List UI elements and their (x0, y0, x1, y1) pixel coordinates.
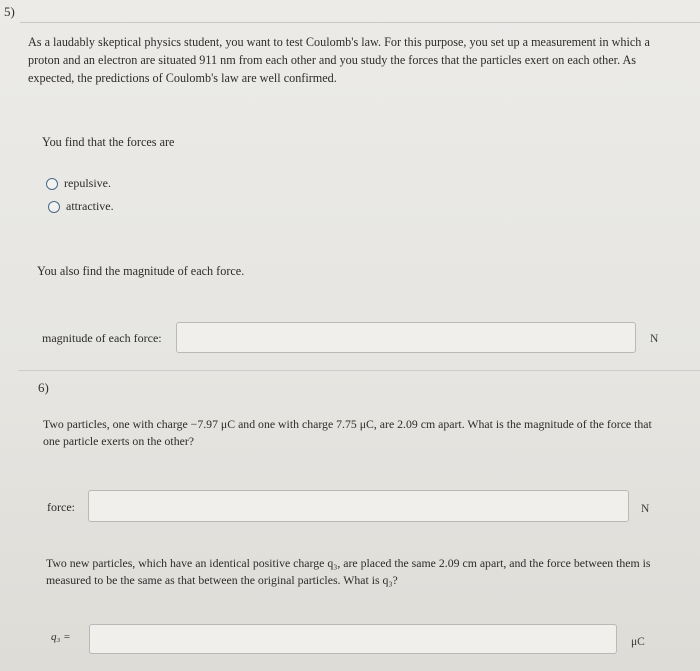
question-6-followup: Two new particles, which have an identical positive charge q₃, are placed the same 2.09 cm apart, and the force between them is measured to be the same as that between the original particles. What is q₃? (46, 556, 651, 587)
option-repulsive[interactable] (46, 176, 111, 191)
q3-label: q₃ = (51, 631, 71, 643)
magnitude-input[interactable] (176, 322, 636, 353)
radio-button[interactable] (48, 201, 60, 213)
magnitude-label: magnitude of each force: (42, 331, 162, 345)
option-label: attractive. (66, 199, 114, 213)
magnitude-prompt: You also find the magnitude of each force. (37, 264, 245, 278)
q3-input[interactable] (89, 624, 617, 654)
force-unit: N (641, 503, 650, 515)
question-5-intro: As a laudably skeptical physics student, you want to test Coulomb's law. For this purpose, you set up a measurement in which a proton and an electron are situated 911 nm from each other and you study the forces that the particles exert on each other. As expected, the predictions of Coulomb's law are well confirmed. (28, 35, 650, 85)
question-6-text: Two particles, one with charge −7.97 μC and one with charge 7.75 μC, are 2.09 cm apart. What is the magnitude of the force that one particle exerts on the other? (43, 417, 652, 448)
radio-button[interactable] (46, 178, 58, 190)
top-divider (20, 22, 700, 23)
magnitude-unit: N (650, 333, 659, 345)
force-label: force: (47, 500, 75, 514)
section-divider (18, 370, 700, 371)
q3-unit: μC (631, 636, 645, 648)
question-5-prompt: You find that the forces are (42, 135, 175, 149)
option-label: repulsive. (64, 176, 111, 190)
option-attractive[interactable] (48, 199, 114, 214)
question-6-number: 6) (38, 380, 49, 395)
force-input[interactable] (88, 490, 629, 522)
question-5-number: 5) (4, 4, 15, 19)
